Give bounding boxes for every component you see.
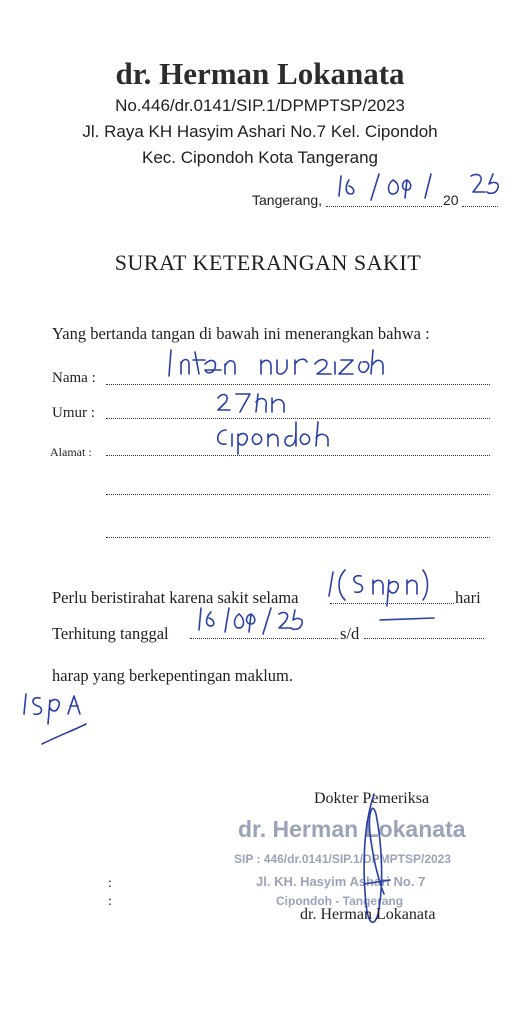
period-end-dash [378, 614, 438, 624]
name-dotted-line [106, 384, 490, 385]
closing-statement: harap yang berkepentingan maklum. [52, 666, 293, 685]
address-line-1: Jl. Raya KH Hasyim Ashari No.7 Kel. Cipondoh [82, 122, 438, 141]
rest-period-unit: hari [455, 588, 481, 607]
intro-statement: Yang bertanda tangan di bawah ini menerangkan bahwa : [52, 324, 430, 343]
handwritten-period-start [195, 604, 315, 638]
handwritten-name [165, 344, 395, 384]
stamp-city: Cipondoh - Tangerang [276, 894, 404, 908]
handwritten-rest-days [325, 566, 435, 606]
stamp-doctor-name: dr. Herman Lokanata [238, 816, 466, 842]
license-number: No.446/dr.0141/SIP.1/DPMPTSP/2023 [115, 96, 405, 115]
handwritten-date [335, 166, 505, 206]
address-dotted-line-2 [106, 494, 490, 495]
address-dotted-line-3 [106, 537, 490, 538]
age-label: Umur : [52, 405, 95, 421]
signatory-name: dr. Herman Lokanata [300, 906, 436, 923]
date-year-prefix: 20 [443, 192, 459, 208]
period-start-dotted-line [190, 638, 338, 639]
rest-period-label: Perlu beristirahat karena sakit selama [52, 588, 299, 607]
period-label: Terhitung tanggal [52, 624, 169, 643]
document-title: SURAT KETERANGAN SAKIT [114, 250, 422, 275]
date-city-label: Tangerang, [252, 192, 323, 208]
date-year-dotted-line [462, 206, 498, 207]
handwritten-age [214, 390, 294, 416]
period-until-label: s/d [340, 624, 360, 643]
handwritten-margin-note [18, 690, 108, 750]
age-dotted-line [106, 418, 490, 419]
handwritten-address [212, 420, 342, 456]
date-dotted-line [326, 206, 442, 207]
address-line-2: Kec. Cipondoh Kota Tangerang [142, 148, 378, 167]
doctor-name-heading: dr. Herman Lokanata [115, 56, 405, 91]
address-label: Alamat : [50, 445, 92, 459]
period-end-dotted-line [364, 638, 484, 639]
stamp-license: SIP : 446/dr.0141/SIP.1/DPMPTSP/2023 [234, 852, 452, 866]
colon-mark-2: : [108, 894, 112, 909]
examining-doctor-label: Dokter Pemeriksa [314, 790, 430, 807]
colon-mark-1: : [108, 876, 112, 891]
name-label: Nama : [52, 370, 96, 386]
stamp-address: Jl. KH. Hasyim Ashari No. 7 [256, 874, 426, 889]
